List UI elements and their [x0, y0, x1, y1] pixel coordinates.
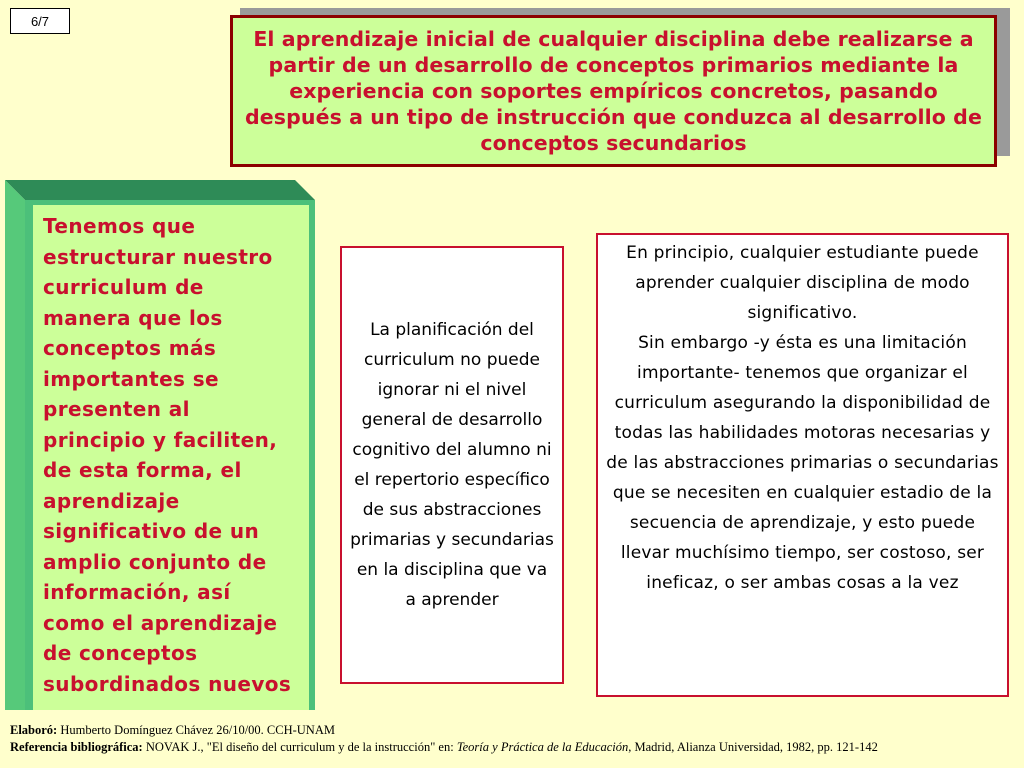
left-panel-text: Tenemos que estructurar nuestro curriculum de manera que los conceptos más importantes se presenten al principio y faciliten, de esta forma, el aprendizaje significativo de un amplio conjunto de información, así como el aprendizaje de conceptos subordinados nuevos — [43, 214, 292, 696]
footer-reference-line — [10, 739, 1020, 756]
footer-author-line — [10, 722, 1020, 739]
footer-reference-label: Referencia bibliográfica: — [10, 740, 143, 754]
right-panel — [596, 233, 1009, 697]
bevel-left-edge — [5, 180, 25, 710]
footer-reference-suffix: , Madrid, Alianza Universidad, 1982, pp. 121-142 — [628, 740, 878, 754]
right-panel-paragraph-2: Sin embargo -y ésta es una limitación importante- tenemos que organizar el curriculum asegurando la disponibilidad de todas las habilidades motoras necesarias y de las abstracciones primarias o secundarias que se necesiten en cualquier estadio de la secuencia de aprendizaje, y esto puede llevar muchísimo tiempo, ser costoso, ser ineficaz, o ser ambas cosas a la vez — [606, 333, 999, 593]
page-number: 6/7 — [10, 8, 70, 34]
footer-reference-prefix: NOVAK J., "El diseño del curriculum y de la instrucción" en: — [145, 740, 454, 754]
middle-panel-text: La planificación del curriculum no puede ignorar ni el nivel general de desarrollo cognitivo del alumno ni el repertorio específico de sus abstracciones primarias y secundarias en la disciplina que va a aprender — [350, 320, 554, 610]
title-text: El aprendizaje inicial de cualquier disciplina debe realizarse a partir de un desarrollo de conceptos primarios mediante la experiencia con soportes empíricos concretos, pasando después a un tipo de instrucción que conduzca al desarrollo de conceptos secundarios — [245, 27, 982, 155]
footer — [10, 722, 1020, 756]
footer-author: Humberto Domínguez Chávez 26/10/00. CCH-UNAM — [60, 723, 335, 737]
middle-panel — [340, 246, 564, 684]
title-box — [230, 15, 997, 167]
footer-reference-title: Teoría y Práctica de la Educación — [456, 740, 629, 754]
right-panel-paragraph-1: En principio, cualquier estudiante puede aprender cualquier disciplina de modo significativo. — [626, 243, 979, 323]
bevel-top-edge — [5, 180, 315, 200]
footer-author-label: Elaboró: — [10, 723, 58, 737]
